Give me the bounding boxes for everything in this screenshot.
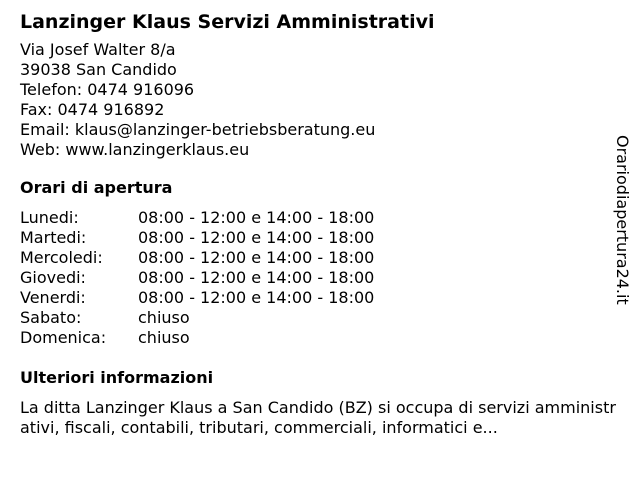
hours-day: Venerdi: <box>20 288 86 307</box>
web-line: Web: www.lanzingerklaus.eu <box>20 140 250 159</box>
business-name: Lanzinger Klaus Servizi Amministrativi <box>20 11 435 33</box>
site-brand-label: Orariodiapertura24.it <box>613 135 632 305</box>
email-line: Email: klaus@lanzinger-betriebsberatung.eu <box>20 120 376 139</box>
hours-row <box>20 228 625 248</box>
hours-day: Domenica: <box>20 328 107 347</box>
hours-time: 08:00 - 12:00 e 14:00 - 18:00 <box>138 228 375 247</box>
hours-day: Martedi: <box>20 228 87 247</box>
info-heading: Ulteriori informazioni <box>20 368 214 387</box>
contact-block <box>20 40 625 160</box>
hours-day: Sabato: <box>20 308 82 327</box>
business-card <box>20 8 625 438</box>
hours-row <box>20 328 625 348</box>
hours-row <box>20 308 625 328</box>
info-description: La ditta Lanzinger Klaus a San Candido (BZ) si occupa di servizi amministrativi, fiscali, contabili, tributari, commerciali, informatici e... <box>20 398 616 437</box>
hours-day: Giovedi: <box>20 268 86 287</box>
hours-time: 08:00 - 12:00 e 14:00 - 18:00 <box>138 208 375 227</box>
address-city: 39038 San Candido <box>20 60 177 79</box>
hours-row <box>20 248 625 268</box>
hours-time: chiuso <box>138 308 190 327</box>
hours-day: Lunedi: <box>20 208 79 227</box>
hours-day: Mercoledi: <box>20 248 103 267</box>
fax-line: Fax: 0474 916892 <box>20 100 165 119</box>
hours-time: 08:00 - 12:00 e 14:00 - 18:00 <box>138 248 375 267</box>
hours-row <box>20 208 625 228</box>
hours-heading: Orari di apertura <box>20 178 173 197</box>
address-street: Via Josef Walter 8/a <box>20 40 176 59</box>
hours-time: 08:00 - 12:00 e 14:00 - 18:00 <box>138 288 375 307</box>
hours-table <box>20 208 625 348</box>
phone-line: Telefon: 0474 916096 <box>20 80 195 99</box>
hours-row <box>20 268 625 288</box>
hours-row <box>20 288 625 308</box>
hours-time: chiuso <box>138 328 190 347</box>
hours-time: 08:00 - 12:00 e 14:00 - 18:00 <box>138 268 375 287</box>
